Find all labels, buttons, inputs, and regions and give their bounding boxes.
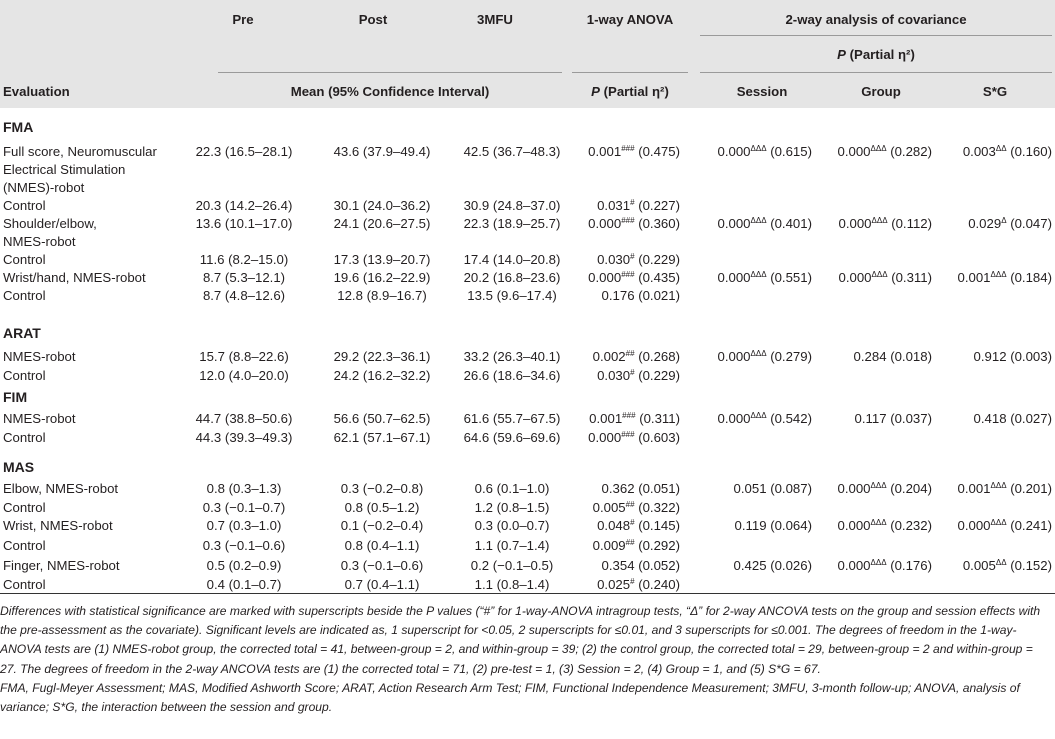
cell-session-eta: (0.026) xyxy=(766,558,812,573)
cell-anova-p: 0.354 xyxy=(601,558,635,573)
cell-session xyxy=(735,518,812,534)
cell-post: 62.1 (57.1–67.1) xyxy=(333,430,431,445)
cell-session-p: 0.000 xyxy=(717,144,751,159)
cell-3mfu: 42.5 (36.7–48.3) xyxy=(463,144,561,159)
cell-session-eta: (0.087) xyxy=(766,481,812,496)
header-ancova-p xyxy=(700,47,1052,63)
cell-group-p: 0.117 xyxy=(854,411,887,426)
cell-session xyxy=(718,216,813,232)
row-label: Control xyxy=(3,430,46,445)
cell-group-eta: (0.037) xyxy=(886,411,932,426)
cell-group-eta: (0.311) xyxy=(887,270,932,285)
cell-anova-p: 0.001 xyxy=(589,411,623,426)
cell-anova xyxy=(589,411,680,427)
cell-session xyxy=(718,349,813,365)
cell-anova-eta: (0.021) xyxy=(634,288,680,303)
cell-anova-p: 0.025 xyxy=(597,577,631,592)
header-mean-ci: Mean (95% Confidence Interval) xyxy=(290,84,490,99)
cell-group-p: 0.000 xyxy=(838,270,872,285)
cell-sxg-eta: (0.160) xyxy=(1006,144,1052,159)
anova-rule xyxy=(572,72,688,73)
row-label: Control xyxy=(3,252,46,267)
cell-3mfu: 17.4 (14.0–20.8) xyxy=(463,252,561,267)
cell-anova-p: 0.000 xyxy=(588,430,622,445)
cell-anova-superscript: # xyxy=(630,518,635,527)
cell-anova xyxy=(588,430,680,446)
cell-anova-superscript: ### xyxy=(621,216,635,225)
cell-anova-superscript: # xyxy=(630,252,635,261)
cell-sxg-p: 0.005 xyxy=(962,558,996,573)
partial-eta-label: (Partial η²) xyxy=(603,84,669,99)
cell-post: 17.3 (13.9–20.7) xyxy=(333,252,431,267)
cell-sxg-p: 0.912 xyxy=(973,349,1007,364)
cell-anova-superscript: ## xyxy=(625,538,635,547)
cell-group-superscript: ΔΔΔ xyxy=(871,216,888,225)
cell-anova-eta: (0.311) xyxy=(635,411,680,426)
footnote-abbreviations: FMA, Fugl-Meyer Assessment; MAS, Modified Ashworth Score; ARAT, Action Research Arm Test; FIM, Functional Independence Measurement; 3MFU, 3-month follow-up; ANOVA, analysis of variance; S*G, the interaction between the session and group. xyxy=(0,680,1020,715)
header-session: Session xyxy=(736,84,788,99)
cell-session-p: 0.119 xyxy=(734,518,767,533)
cell-sxg-eta: (0.241) xyxy=(1006,518,1052,533)
cell-session-eta: (0.551) xyxy=(766,270,812,285)
cell-pre: 11.6 (8.2–15.0) xyxy=(199,252,289,267)
cell-sxg xyxy=(963,144,1052,160)
cell-anova-eta: (0.292) xyxy=(634,538,680,553)
cell-session-superscript: ΔΔΔ xyxy=(750,270,767,279)
cell-anova xyxy=(588,216,680,232)
cell-pre: 20.3 (14.2–26.4) xyxy=(195,198,293,213)
cell-group xyxy=(854,349,932,365)
cell-group-superscript: ΔΔΔ xyxy=(870,481,887,490)
cell-sxg-superscript: ΔΔΔ xyxy=(990,518,1007,527)
cell-pre: 12.0 (4.0–20.0) xyxy=(199,368,289,383)
cell-sxg xyxy=(958,481,1053,497)
cell-3mfu: 0.3 (0.0–0.7) xyxy=(474,518,550,533)
cell-sxg-p: 0.418 xyxy=(973,411,1007,426)
cell-pre: 0.3 (−0.1–0.6) xyxy=(202,538,286,553)
cell-group-eta: (0.282) xyxy=(886,144,932,159)
header-3mfu: 3MFU xyxy=(477,12,513,27)
cell-session-eta: (0.064) xyxy=(766,518,812,533)
cell-session-superscript: ΔΔΔ xyxy=(750,144,767,153)
row-label-continued: (NMES)-robot xyxy=(3,180,85,195)
section-title-mas: MAS xyxy=(3,459,35,475)
cell-anova xyxy=(588,144,680,160)
cell-session-eta: (0.542) xyxy=(766,411,812,426)
cell-pre: 0.8 (0.3–1.3) xyxy=(206,481,282,496)
cell-pre: 0.5 (0.2–0.9) xyxy=(206,558,282,573)
cell-anova xyxy=(597,252,680,268)
row-label: Finger, NMES-robot xyxy=(3,558,120,573)
cell-post: 0.7 (0.4–1.1) xyxy=(344,577,420,592)
cell-anova xyxy=(597,518,680,534)
cell-group-eta: (0.232) xyxy=(886,518,932,533)
ancova-sub-rule xyxy=(700,72,1052,73)
cell-group xyxy=(838,518,933,534)
cell-post: 43.6 (37.9–49.4) xyxy=(333,144,431,159)
cell-anova xyxy=(593,500,680,516)
cell-anova-p: 0.030 xyxy=(597,252,631,267)
cell-group xyxy=(838,558,933,574)
cell-sxg-superscript: ΔΔΔ xyxy=(990,481,1007,490)
ancova-rule xyxy=(700,35,1052,36)
cell-anova-p: 0.030 xyxy=(597,368,631,383)
cell-anova-superscript: ### xyxy=(622,411,636,420)
cell-sxg-superscript: ΔΔ xyxy=(995,558,1007,567)
cell-group-superscript: ΔΔΔ xyxy=(870,558,887,567)
header-evaluation: Evaluation xyxy=(3,84,70,99)
cell-session-superscript: ΔΔΔ xyxy=(750,411,767,420)
cell-session-p: 0.000 xyxy=(717,270,751,285)
cell-group xyxy=(838,144,933,160)
cell-anova-eta: (0.051) xyxy=(634,481,680,496)
cell-session-eta: (0.401) xyxy=(766,216,812,231)
cell-anova-superscript: ### xyxy=(621,144,635,153)
cell-anova-p: 0.005 xyxy=(592,500,626,515)
cell-anova-eta: (0.322) xyxy=(634,500,680,515)
row-label: Control xyxy=(3,577,46,592)
cell-sxg-eta: (0.047) xyxy=(1006,216,1052,231)
cell-pre: 44.7 (38.8–50.6) xyxy=(195,411,293,426)
row-label: Full score, Neuromuscular xyxy=(3,144,157,159)
header-pre: Pre xyxy=(232,12,254,27)
cell-sxg xyxy=(974,349,1052,365)
cell-anova-eta: (0.227) xyxy=(634,198,680,213)
cell-session xyxy=(718,411,813,427)
row-label-continued: NMES-robot xyxy=(3,234,76,249)
cell-anova-p: 0.002 xyxy=(592,349,626,364)
section-title-arat: ARAT xyxy=(3,325,41,341)
cell-session xyxy=(734,558,812,574)
cell-anova-eta: (0.229) xyxy=(634,368,680,383)
cell-group xyxy=(838,216,932,232)
cell-anova xyxy=(602,481,680,497)
cell-post: 56.6 (50.7–62.5) xyxy=(333,411,431,426)
row-label-continued: Electrical Stimulation xyxy=(3,162,126,177)
cell-3mfu: 1.1 (0.8–1.4) xyxy=(474,577,550,592)
row-label: Wrist/hand, NMES-robot xyxy=(3,270,146,285)
cell-session-p: 0.425 xyxy=(733,558,767,573)
cell-anova-p: 0.048 xyxy=(597,518,631,533)
cell-session-p: 0.000 xyxy=(717,411,751,426)
cell-sxg xyxy=(958,518,1053,534)
cell-group-p: 0.000 xyxy=(837,481,871,496)
section-title-fim: FIM xyxy=(3,389,28,405)
row-label: Elbow, NMES-robot xyxy=(3,481,119,496)
cell-group-p: 0.000 xyxy=(838,216,872,231)
header-1way-anova: 1-way ANOVA xyxy=(586,12,674,27)
cell-sxg-eta: (0.027) xyxy=(1006,411,1052,426)
row-label: NMES-robot xyxy=(3,349,76,364)
cell-group-p: 0.000 xyxy=(837,518,871,533)
cell-anova-superscript: ### xyxy=(621,270,635,279)
cell-pre: 8.7 (4.8–12.6) xyxy=(202,288,286,303)
partial-eta-label: (Partial η²) xyxy=(849,47,915,62)
table-bottom-rule xyxy=(0,593,1055,594)
row-label: Control xyxy=(3,538,46,553)
cell-group-p: 0.000 xyxy=(837,144,871,159)
cell-group-p: 0.284 xyxy=(853,349,887,364)
cell-sxg-p: 0.000 xyxy=(957,518,991,533)
cell-post: 29.2 (22.3–36.1) xyxy=(333,349,431,364)
cell-anova xyxy=(597,368,680,384)
cell-post: 0.8 (0.4–1.1) xyxy=(344,538,420,553)
cell-anova-superscript: # xyxy=(630,198,635,207)
cell-pre: 0.4 (0.1–0.7) xyxy=(206,577,282,592)
header-2way-ancova: 2-way analysis of covariance xyxy=(785,12,967,27)
cell-3mfu: 13.5 (9.6–17.4) xyxy=(467,288,557,303)
cell-post: 24.2 (16.2–32.2) xyxy=(333,368,431,383)
cell-anova-superscript: ## xyxy=(625,500,635,509)
cell-session xyxy=(734,481,812,497)
cell-group-eta: (0.204) xyxy=(886,481,932,496)
cell-3mfu: 1.1 (0.7–1.4) xyxy=(474,538,550,553)
cell-session-superscript: ΔΔΔ xyxy=(750,349,767,358)
cell-anova-p: 0.031 xyxy=(597,198,631,213)
mean-rule xyxy=(218,72,562,73)
cell-3mfu: 26.6 (18.6–34.6) xyxy=(463,368,561,383)
cell-post: 0.3 (−0.1–0.6) xyxy=(340,558,424,573)
cell-post: 24.1 (20.6–27.5) xyxy=(333,216,431,231)
cell-anova-eta: (0.603) xyxy=(634,430,680,445)
cell-anova-eta: (0.360) xyxy=(634,216,680,231)
row-label: Control xyxy=(3,368,46,383)
cell-group xyxy=(838,481,933,497)
cell-sxg-p: 0.003 xyxy=(962,144,996,159)
cell-anova-p: 0.001 xyxy=(588,144,622,159)
cell-anova-superscript: ## xyxy=(625,349,635,358)
cell-sxg-superscript: ΔΔ xyxy=(995,144,1007,153)
cell-anova-eta: (0.052) xyxy=(634,558,680,573)
cell-group-superscript: ΔΔΔ xyxy=(870,144,887,153)
cell-anova xyxy=(602,288,680,304)
cell-anova-superscript: # xyxy=(630,577,635,586)
row-label: Control xyxy=(3,288,46,303)
row-label: NMES-robot xyxy=(3,411,76,426)
cell-pre: 0.3 (−0.1–0.7) xyxy=(202,500,286,515)
cell-anova xyxy=(597,198,680,214)
cell-sxg-p: 0.001 xyxy=(957,270,991,285)
cell-group xyxy=(838,270,932,286)
cell-sxg xyxy=(963,558,1052,574)
header-anova-p xyxy=(572,84,688,100)
cell-anova xyxy=(597,577,680,593)
cell-anova-eta: (0.475) xyxy=(634,144,680,159)
cell-post: 0.3 (−0.2–0.8) xyxy=(340,481,424,496)
cell-3mfu: 61.6 (55.7–67.5) xyxy=(463,411,561,426)
row-label: Wrist, NMES-robot xyxy=(3,518,113,533)
cell-session-p: 0.000 xyxy=(717,216,751,231)
cell-sxg-eta: (0.152) xyxy=(1006,558,1052,573)
cell-3mfu: 30.9 (24.8–37.0) xyxy=(463,198,561,213)
cell-anova-eta: (0.145) xyxy=(634,518,680,533)
cell-sxg xyxy=(974,411,1052,427)
p-letter: P xyxy=(591,84,600,99)
header-group: Group xyxy=(861,84,901,99)
table-footnotes xyxy=(0,602,1052,717)
cell-group-superscript: ΔΔΔ xyxy=(871,270,888,279)
cell-anova-p: 0.000 xyxy=(588,270,622,285)
row-label: Control xyxy=(3,500,46,515)
section-title-fma: FMA xyxy=(3,119,34,135)
cell-anova-p: 0.176 xyxy=(601,288,635,303)
cell-post: 19.6 (16.2–22.9) xyxy=(333,270,431,285)
cell-3mfu: 20.2 (16.8–23.6) xyxy=(463,270,561,285)
cell-group-p: 0.000 xyxy=(837,558,871,573)
cell-pre: 44.3 (39.3–49.3) xyxy=(195,430,293,445)
cell-anova xyxy=(588,270,680,286)
cell-group xyxy=(855,411,932,427)
cell-session-p: 0.051 xyxy=(733,481,767,496)
cell-3mfu: 1.2 (0.8–1.5) xyxy=(474,500,550,515)
cell-pre: 15.7 (8.8–22.6) xyxy=(199,349,289,364)
cell-anova-eta: (0.435) xyxy=(634,270,680,285)
cell-anova-p: 0.009 xyxy=(592,538,626,553)
footnote-significance: Differences with statistical significance are marked with superscripts beside the P values (“#” for 1-way-ANOVA intragroup tests, “Δ” for 2-way ANCOVA tests on the group and session effects with the pre-assessment as the covariate). Significant levels are indicated as, 1 superscript for <0.05, 2 superscripts for ≤0.01, and 3 superscripts for ≤0.001. The degrees of freedom in the 1-way-ANOVA tests are (1) NMES-robot group, the corrected total = 41, between-group = 2, and within-group = 39; (2) the control group, the corrected total = 29, between-group = 2 and within-group = 27. The degrees of freedom in the 2-way ANCOVA tests are (1) the corrected total = 71, (2) pre-test = 1, (3) Session = 2, (4) Group = 1, and (5) S*G = 67. xyxy=(0,604,1041,676)
cell-session-p: 0.000 xyxy=(717,349,751,364)
cell-group-eta: (0.112) xyxy=(887,216,932,231)
cell-session-eta: (0.615) xyxy=(766,144,812,159)
cell-anova xyxy=(593,349,680,365)
cell-session-eta: (0.279) xyxy=(766,349,812,364)
cell-group-eta: (0.176) xyxy=(886,558,932,573)
cell-anova-eta: (0.240) xyxy=(634,577,680,592)
cell-pre: 0.7 (0.3–1.0) xyxy=(206,518,282,533)
cell-sxg-superscript: Δ xyxy=(1001,216,1007,225)
cell-anova-eta: (0.268) xyxy=(634,349,680,364)
cell-anova-eta: (0.229) xyxy=(634,252,680,267)
cell-anova xyxy=(593,538,680,554)
cell-3mfu: 33.2 (26.3–40.1) xyxy=(463,349,561,364)
header-sxg: S*G xyxy=(982,84,1008,99)
header-post: Post xyxy=(358,12,388,27)
cell-sxg-p: 0.029 xyxy=(968,216,1002,231)
row-label: Shoulder/elbow, xyxy=(3,216,97,231)
cell-post: 30.1 (24.0–36.2) xyxy=(333,198,431,213)
cell-sxg-eta: (0.184) xyxy=(1006,270,1052,285)
cell-pre: 22.3 (16.5–28.1) xyxy=(195,144,293,159)
cell-sxg-eta: (0.003) xyxy=(1006,349,1052,364)
cell-sxg-p: 0.001 xyxy=(957,481,991,496)
cell-post: 0.1 (−0.2–0.4) xyxy=(340,518,424,533)
cell-group-superscript: ΔΔΔ xyxy=(870,518,887,527)
cell-anova-p: 0.362 xyxy=(601,481,635,496)
cell-session-superscript: ΔΔΔ xyxy=(750,216,767,225)
cell-session xyxy=(718,144,813,160)
cell-sxg xyxy=(958,270,1053,286)
cell-pre: 13.6 (10.1–17.0) xyxy=(195,216,293,231)
cell-3mfu: 64.6 (59.6–69.6) xyxy=(463,430,561,445)
cell-3mfu: 0.2 (−0.1–0.5) xyxy=(470,558,554,573)
cell-pre: 8.7 (5.3–12.1) xyxy=(202,270,286,285)
cell-anova xyxy=(602,558,680,574)
cell-sxg-superscript: ΔΔΔ xyxy=(990,270,1007,279)
cell-post: 12.8 (8.9–16.7) xyxy=(337,288,427,303)
cell-anova-p: 0.000 xyxy=(588,216,622,231)
row-label: Control xyxy=(3,198,46,213)
cell-3mfu: 22.3 (18.9–25.7) xyxy=(463,216,561,231)
cell-sxg xyxy=(968,216,1052,232)
cell-3mfu: 0.6 (0.1–1.0) xyxy=(474,481,550,496)
cell-post: 0.8 (0.5–1.2) xyxy=(344,500,420,515)
cell-group-eta: (0.018) xyxy=(886,349,932,364)
cell-anova-superscript: # xyxy=(630,368,635,377)
p-letter: P xyxy=(837,47,846,62)
cell-session xyxy=(718,270,813,286)
cell-sxg-eta: (0.201) xyxy=(1006,481,1052,496)
cell-anova-superscript: ### xyxy=(621,430,635,439)
